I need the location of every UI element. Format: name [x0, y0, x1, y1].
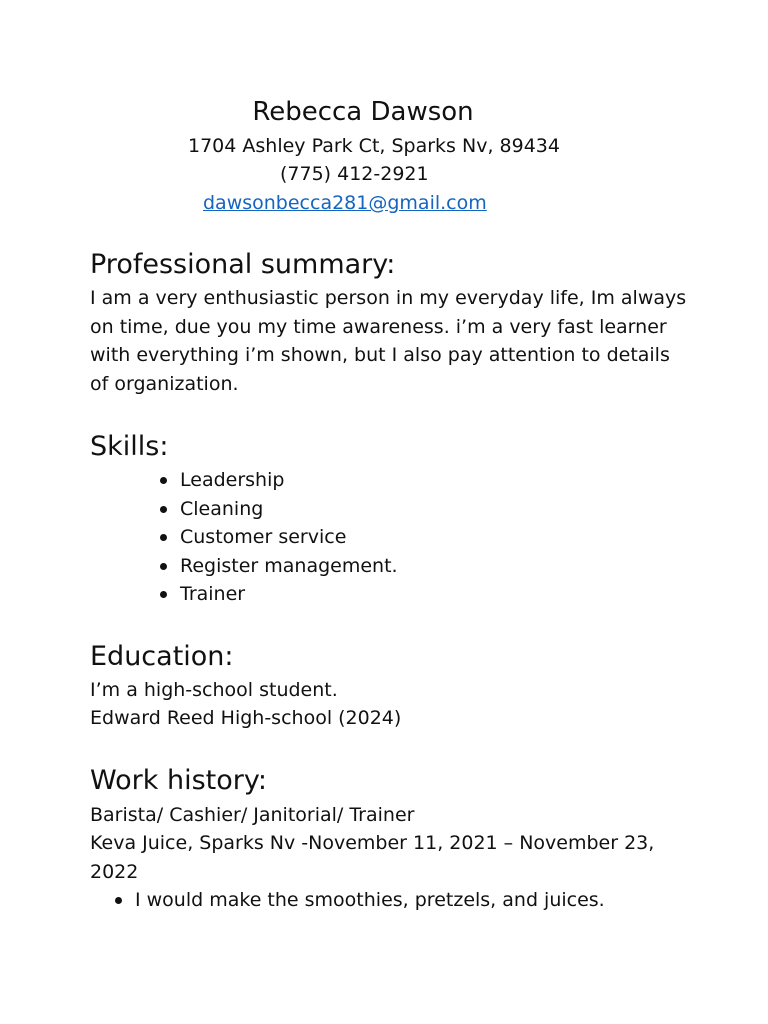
skill-item: Customer service [158, 523, 398, 552]
education-school: Edward Reed High-school (2024) [90, 707, 402, 729]
education-heading: Education: [90, 641, 234, 672]
applicant-name: Rebecca Dawson [252, 97, 474, 127]
summary-heading: Professional summary: [90, 249, 396, 280]
skill-item: Leadership [158, 466, 398, 495]
education-status: I’m a high-school student. [90, 679, 338, 701]
phone-number: (775) 412-2921 [280, 163, 429, 185]
skills-list [158, 466, 398, 609]
summary-text: I am a very enthusiastic person in my everyday life, Im always on time, due you my time awareness. i’m a very fast learner with everything i’m shown, but I also pay attention to details of organization. [90, 287, 687, 395]
email-link[interactable]: dawsonbecca281@gmail.com [203, 192, 487, 214]
job-employer-dates: Keva Juice, Sparks Nv -November 11, 2021 – November 23, 2022 [90, 832, 655, 883]
skill-item: Register management. [158, 552, 398, 581]
job-title: Barista/ Cashier/ Janitorial/ Trainer [90, 804, 415, 826]
skills-heading: Skills: [90, 431, 169, 462]
job-duties-list [113, 886, 605, 915]
job-duty-item: I would make the smoothies, pretzels, and juices. [113, 886, 605, 915]
skill-item: Trainer [158, 580, 398, 609]
work-history-heading: Work history: [90, 765, 267, 796]
address-line: 1704 Ashley Park Ct, Sparks Nv, 89434 [188, 135, 560, 157]
skill-item: Cleaning [158, 495, 398, 524]
